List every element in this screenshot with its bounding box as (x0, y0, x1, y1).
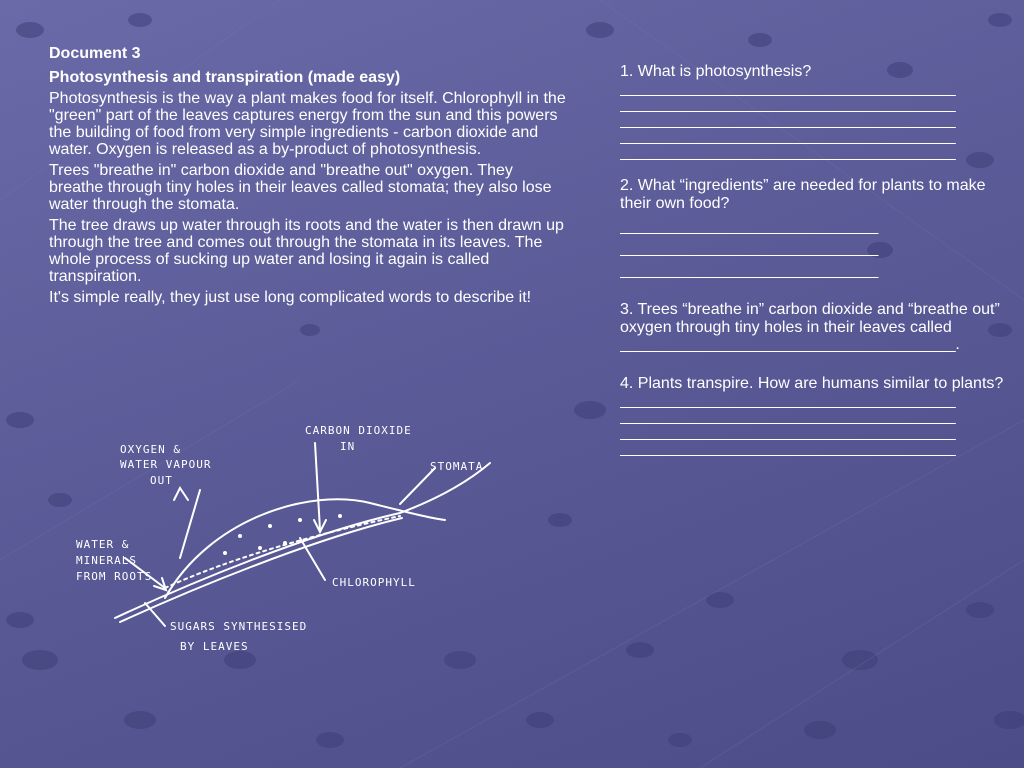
oxygen-arrow (180, 490, 200, 558)
label-carbon-1: CARBON DIOXIDE (305, 424, 412, 437)
document-text (49, 44, 569, 310)
paragraph-transpiration: The tree draws up water through its roots and the water is then drawn up through the tree and comes out through the stomata in its leaves. The whole process of sucking up water and losing it again is called transpiration. (49, 217, 564, 285)
answer-line[interactable]: _______________________________________ (620, 409, 956, 425)
answer-line[interactable]: _______________________________________ (620, 81, 956, 97)
question-3 (620, 301, 1012, 353)
answer-line[interactable]: ______________________________ (620, 219, 878, 235)
answer-line[interactable]: ______________________________ (620, 241, 878, 257)
question-3-text: 3. Trees “breathe in” carbon dioxide and “breathe out” oxygen through tiny holes in their leaves called (620, 301, 1000, 336)
question-4-text: 4. Plants transpire. How are humans similar to plants? (620, 375, 1004, 392)
answer-line[interactable]: _______________________________________ (620, 393, 956, 409)
leaf-diagram (70, 408, 530, 668)
label-water-2: MINERALS (76, 554, 137, 567)
worksheet-questions (620, 63, 1012, 473)
label-oxygen-3: OUT (150, 474, 173, 487)
paragraph-photosynthesis: Photosynthesis is the way a plant makes food for itself. Chlorophyll in the "green" part of the leaves captures energy from the sun and this powers the building of food from very simple ingredients - carbon dioxide and water. Oxygen is released as a by-product of photosynthesis. (49, 90, 566, 158)
stomata-arrow (400, 468, 435, 504)
label-water-1: WATER & (76, 538, 130, 551)
co2-arrow (315, 443, 320, 530)
label-sugars-2: BY LEAVES (180, 640, 249, 653)
answer-line[interactable]: ______________________________ (620, 263, 878, 279)
document-subtitle: Photosynthesis and transpiration (made easy) (49, 69, 401, 86)
answer-line[interactable]: _______________________________________ (620, 129, 956, 145)
answer-line[interactable]: _______________________________________ (620, 145, 956, 161)
label-carbon-2: IN (340, 440, 356, 453)
question-2-text: 2. What “ingredients” are needed for plants to make their own food? (620, 177, 986, 212)
question-4 (620, 375, 1012, 457)
paragraph-conclusion: It's simple really, they just use long complicated words to describe it! (49, 289, 532, 306)
answer-line[interactable]: _______________________________________ (620, 113, 956, 129)
question-1 (620, 63, 1012, 161)
answer-line[interactable]: _______________________________________ (620, 425, 956, 441)
question-2 (620, 177, 1012, 279)
answer-line[interactable]: _______________________________________ (620, 441, 956, 457)
label-sugars-1: SUGARS SYNTHESISED (170, 620, 308, 633)
paragraph-breathing: Trees "breathe in" carbon dioxide and "breathe out" oxygen. They breathe through tiny holes in their leaves called stomata; they also lose water through the stomata. (49, 162, 552, 213)
label-oxygen-2: WATER VAPOUR (120, 458, 212, 471)
answer-line[interactable]: _______________________________________. (620, 337, 960, 353)
question-1-text: 1. What is photosynthesis? (620, 63, 812, 80)
document-title: Document 3 (49, 45, 141, 62)
label-oxygen-1: OXYGEN & (120, 443, 181, 456)
label-chlorophyll: CHLOROPHYLL (332, 576, 416, 589)
label-water-3: FROM ROOTS (76, 570, 153, 583)
answer-line[interactable]: _______________________________________ (620, 97, 956, 113)
label-stomata: STOMATA (430, 460, 484, 473)
